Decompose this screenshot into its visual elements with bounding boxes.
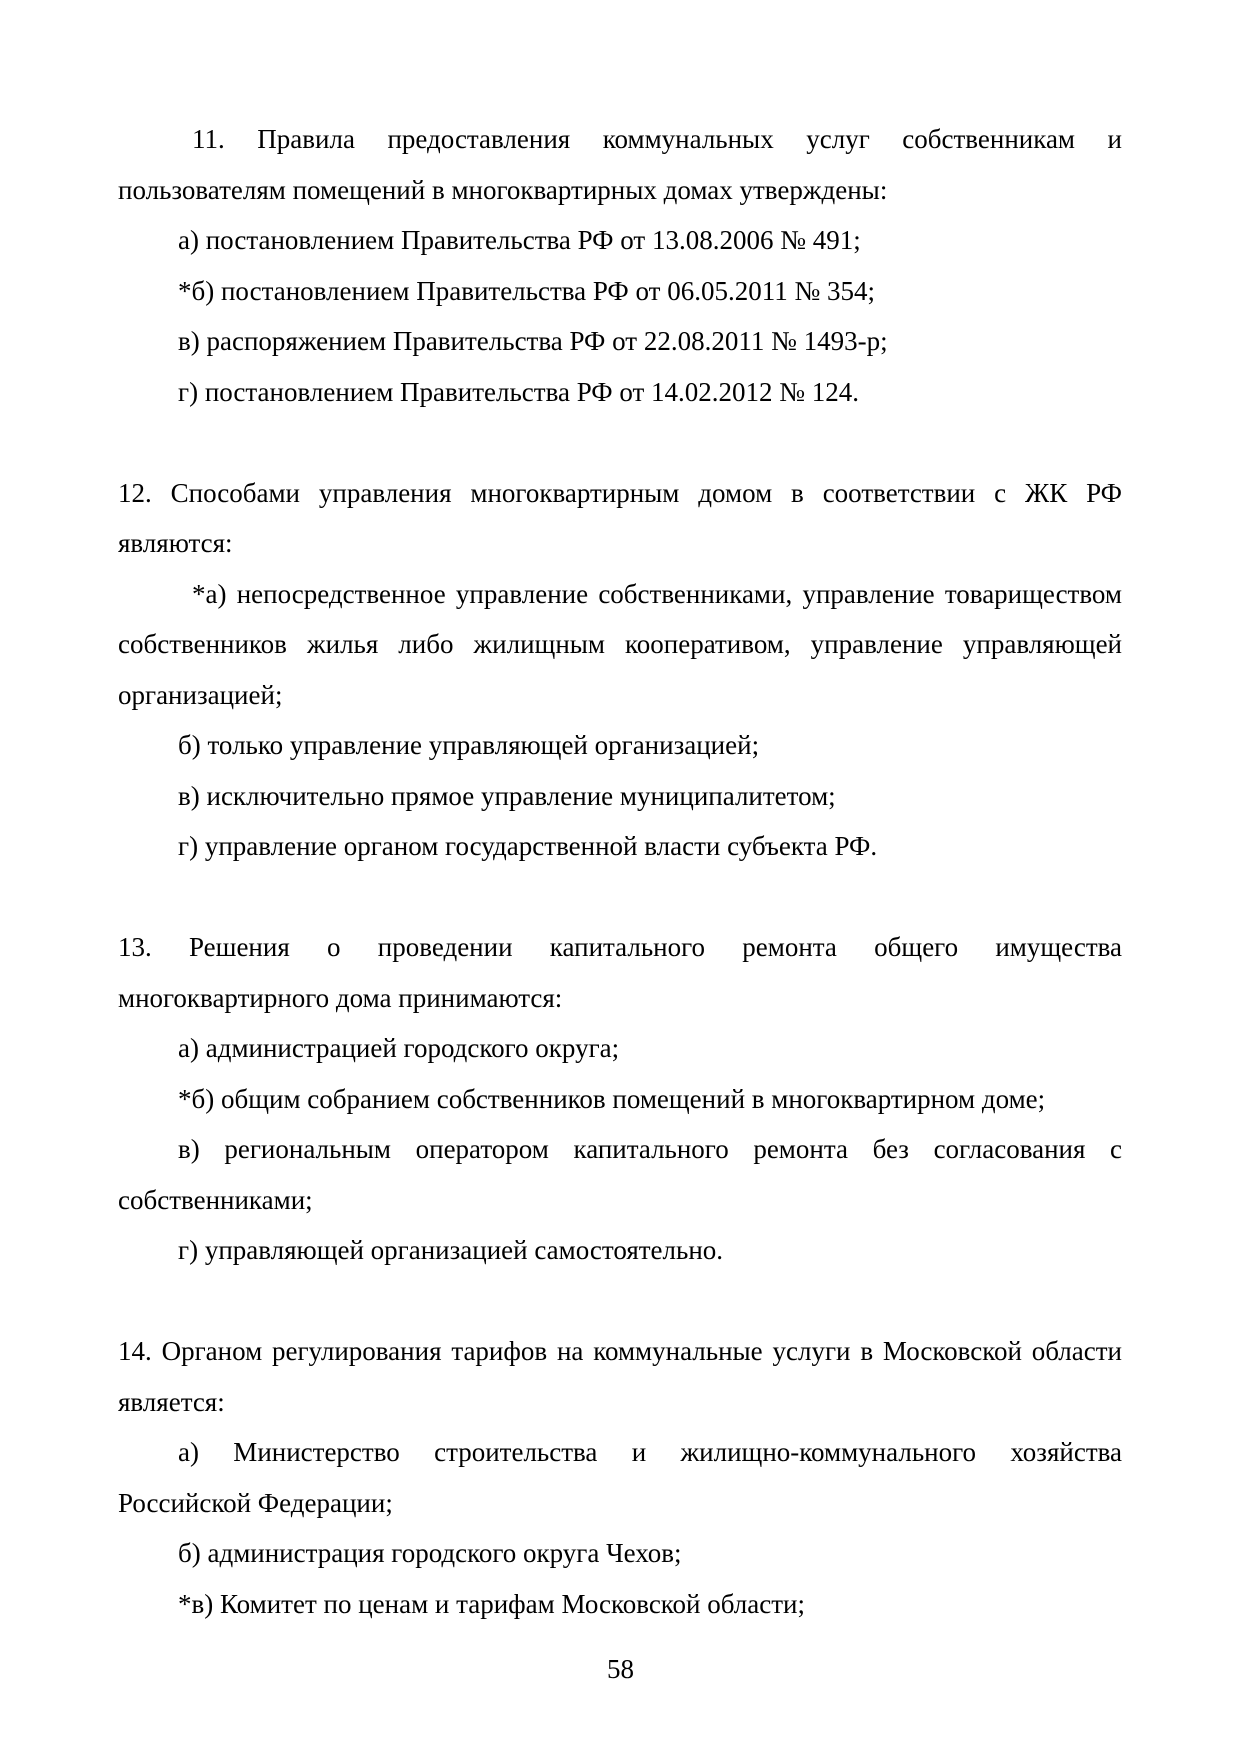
question-text: 12. Способами управления многоквартирным домом в соответствии с ЖК РФ являются: bbox=[118, 477, 1122, 558]
question-text: 13. Решения о проведении капитального ремонта общего имущества многоквартирного дома принимаются: bbox=[118, 932, 1122, 1013]
question-13 bbox=[118, 922, 1122, 1276]
answer-option: б) администрация городского округа Чехов; bbox=[178, 1538, 682, 1568]
answer-option: г) постановлением Правительства РФ от 14.02.2012 № 124. bbox=[178, 376, 860, 407]
answer-option: *в) Комитет по ценам и тарифам Московской области; bbox=[178, 1588, 805, 1619]
answer-option: в) распоряжением Правительства РФ от 22.08.2011 № 1493-р; bbox=[178, 326, 888, 356]
question-14 bbox=[118, 1326, 1122, 1629]
answer-option: в) исключительно прямое управление муниципалитетом; bbox=[178, 780, 836, 811]
question-text: 11. Правила предоставления коммунальных услуг собственникам и пользователям помещений в многоквартирных домах утверждены: bbox=[118, 124, 1122, 205]
question-text: 14. Органом регулирования тарифов на коммунальные услуги в Московской области является: bbox=[118, 1336, 1122, 1417]
answer-option: *б) постановлением Правительства РФ от 06.05.2011 № 354; bbox=[178, 275, 875, 306]
answer-option: а) администрацией городского округа; bbox=[178, 1033, 620, 1063]
answer-option: *а) непосредственное управление собственниками, управление товариществом собственников жилья либо жилищным кооперативом, управление управляющей организацией; bbox=[118, 578, 1122, 710]
document-page bbox=[118, 114, 1122, 1629]
answer-option: *б) общим собранием собственников помещений в многоквартирном доме; bbox=[178, 1083, 1046, 1114]
spacer bbox=[118, 417, 1122, 468]
answer-option: б) только управление управляющей организацией; bbox=[178, 730, 760, 760]
question-11 bbox=[118, 114, 1122, 417]
question-12 bbox=[118, 468, 1122, 872]
spacer bbox=[118, 872, 1122, 923]
answer-option: г) управление органом государственной власти субъекта РФ. bbox=[178, 831, 878, 861]
spacer bbox=[118, 1276, 1122, 1327]
answer-option: в) региональным оператором капитального ремонта без согласования с собственниками; bbox=[118, 1134, 1122, 1215]
answer-option: г) управляющей организацией самостоятельно. bbox=[178, 1235, 724, 1265]
page-number: 58 bbox=[607, 1654, 634, 1684]
answer-option: а) Министерство строительства и жилищно-коммунального хозяйства Российской Федерации; bbox=[118, 1437, 1122, 1518]
answer-option: а) постановлением Правительства РФ от 13.08.2006 № 491; bbox=[178, 225, 861, 255]
